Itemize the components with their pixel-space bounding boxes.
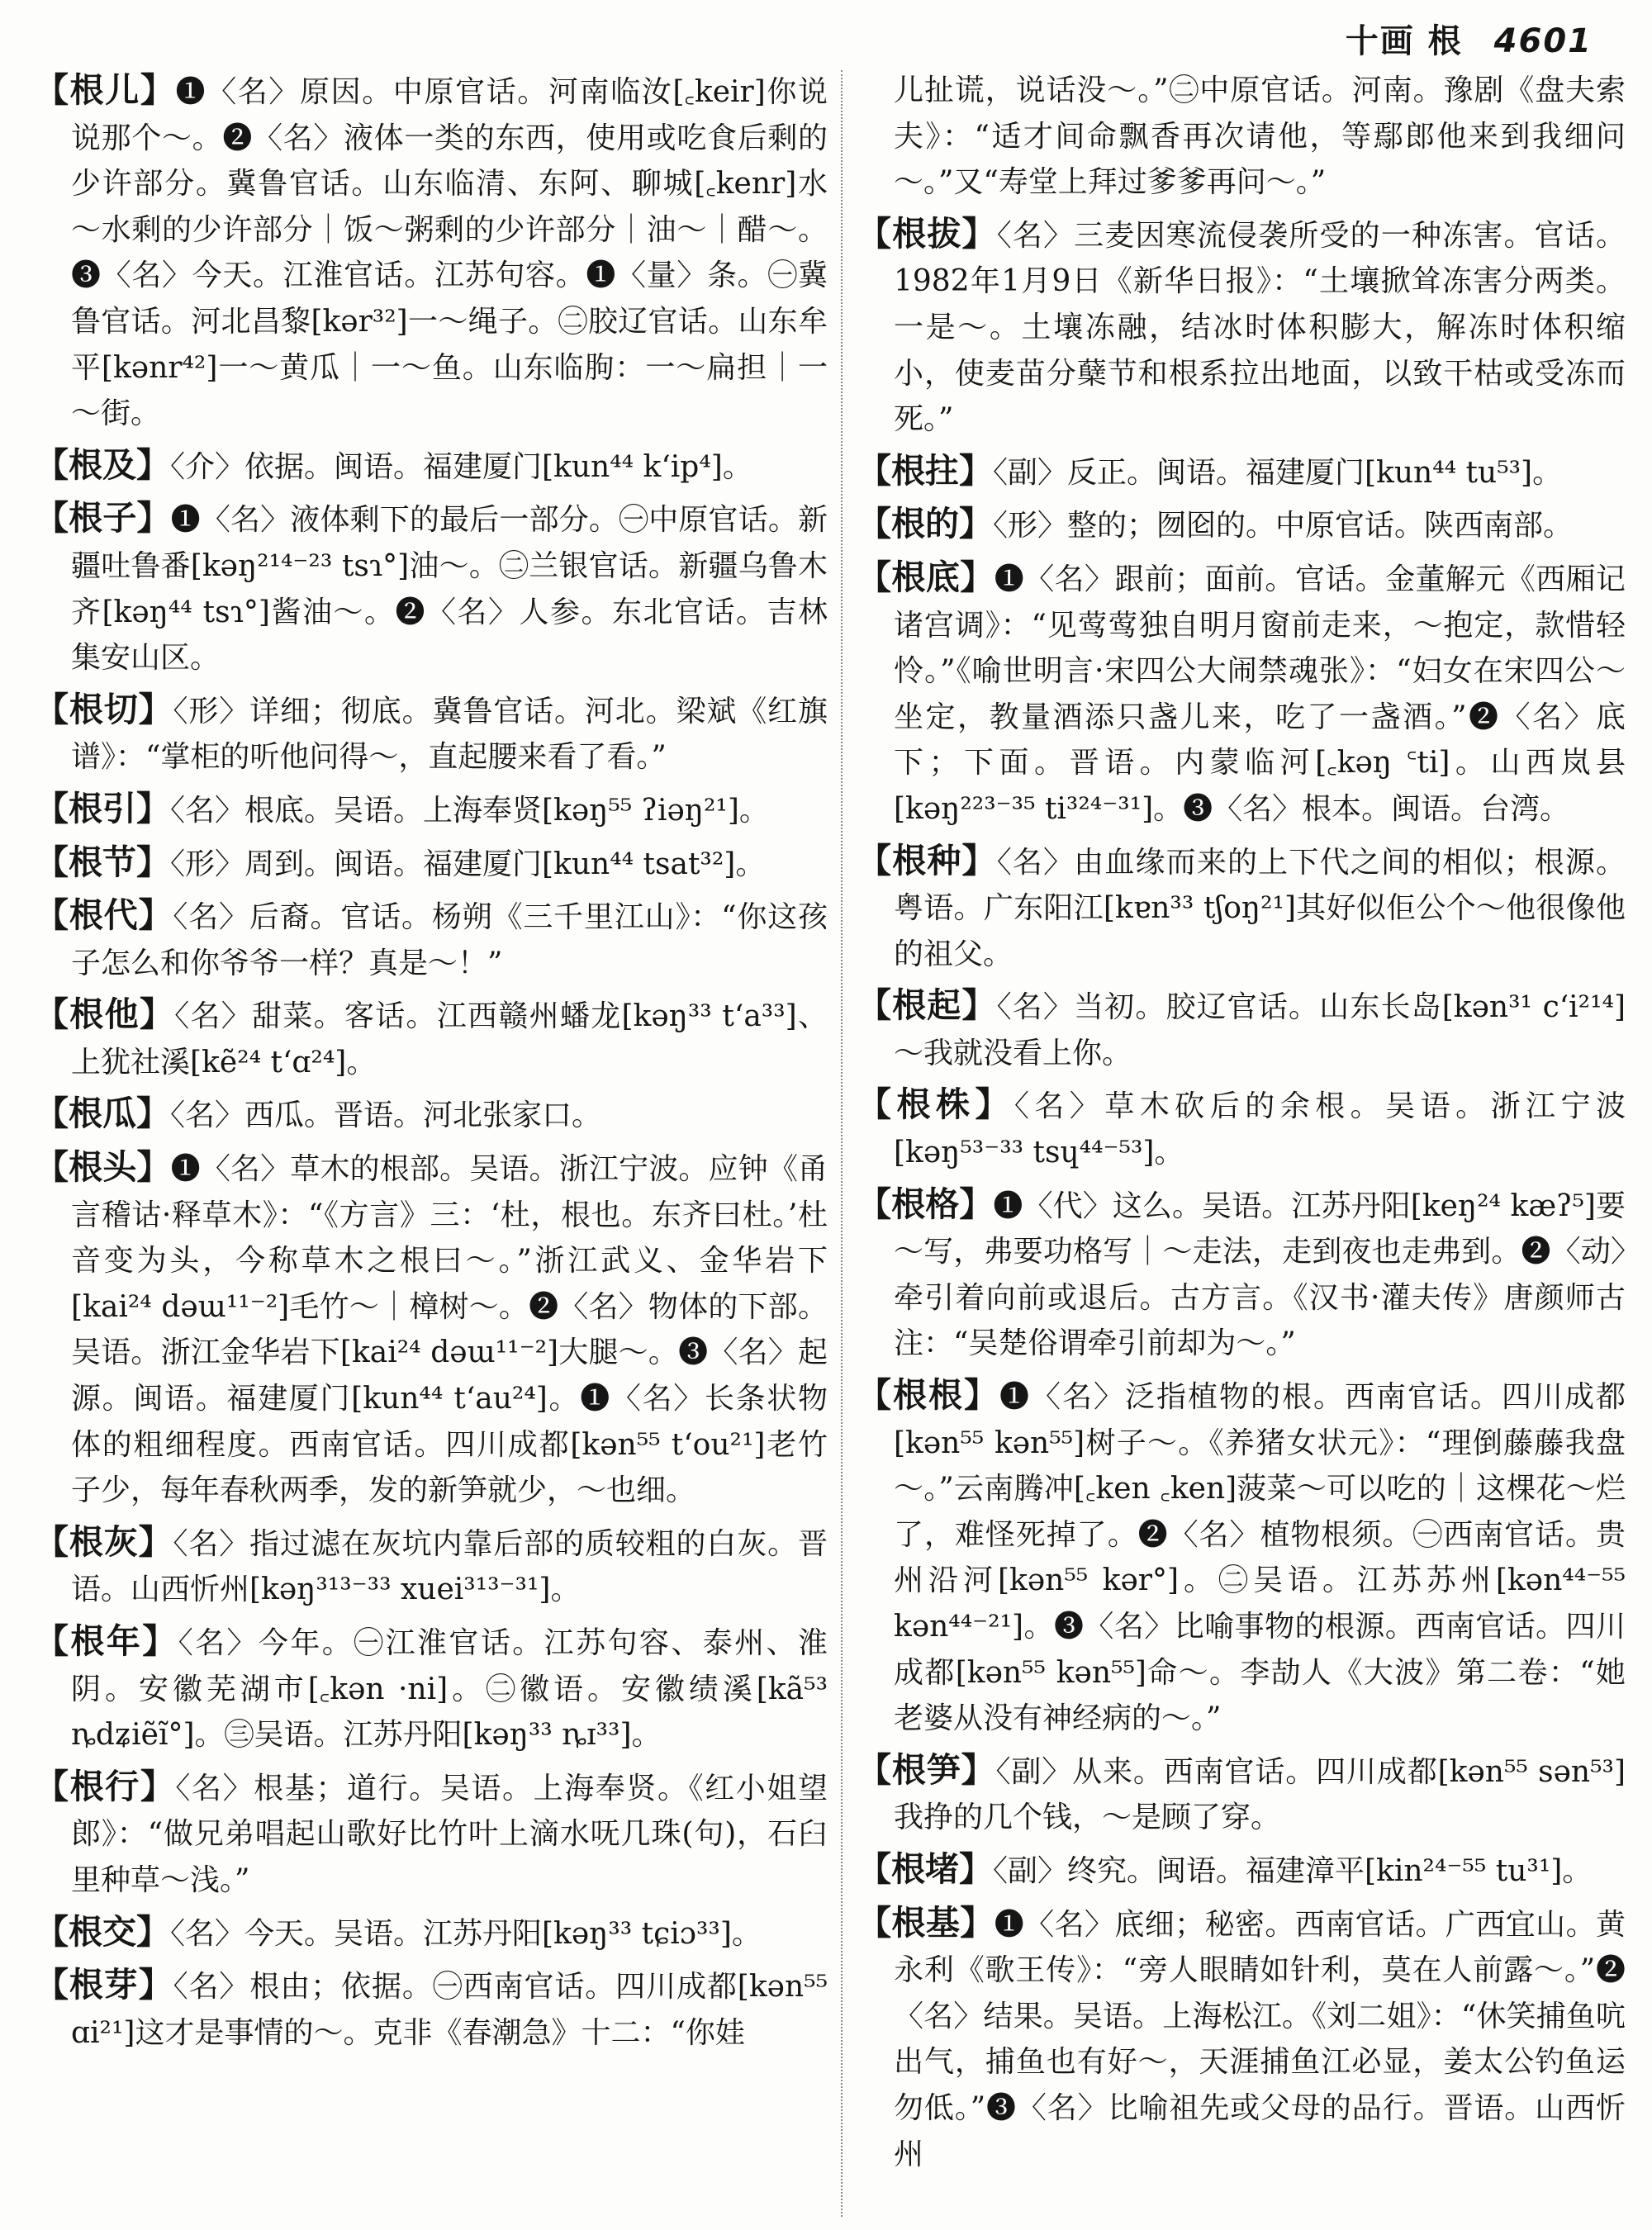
dictionary-entry [35,992,828,1085]
dictionary-entry [35,1619,828,1758]
dictionary-entry [35,1764,828,1904]
dictionary-entry [35,443,828,491]
definition: ❶〈名〉原因。中原官话。河南临汝[꜀keir]你说说那个～。❷〈名〉液体一类的东西，使用或吃食后剩的少许部分。冀鲁官话。山东临清、东阿、聊城[꜀kenr]水～水剩的少许部分｜饭～粥剩的少许部分｜油～｜醋～。❸〈名〉今天。江淮官话。江苏句容。❶〈量〉条。㊀冀鲁官话。河北昌黎[kər³²]一～绳子。㊁胶辽官话。山东牟平[kənr⁴²]一～黄瓜｜一～鱼。山东临朐：一～扁担｜一～街。 [71,75,828,431]
definition: 〈副〉终究。闽语。福建漳平[kin²⁴⁻⁵⁵ tu³¹]。 [993,1853,1593,1888]
definition: 〈名〉今天。吴语。江苏丹阳[kəŋ³³ tɕiɔ³³]。 [170,1916,762,1951]
definition: ❶〈代〉这么。吴语。江苏丹阳[keŋ²⁴ kæʔ⁵]要～写，弗要功格写｜～走法，走到夜也走弗到。❷〈动〉牵引着向前或退后。古方言。《汉书·灌夫传》唐颜师古注：“吴楚俗谓牵引前却为～。” [894,1189,1626,1361]
definition: 〈介〉依据。闽语。福建厦门[kun⁴⁴ kʻip⁴]。 [170,449,752,484]
right-column [857,68,1626,2218]
dictionary-entry [35,1910,828,1957]
definition: 〈名〉根底。吴语。上海奉贤[kəŋ⁵⁵ ʔiəŋ²¹]。 [170,793,769,828]
page-header [1346,15,1593,62]
definition: 〈名〉根由；依据。㊀西南官话。四川成都[kən⁵⁵ ɑi²¹]这才是事情的～。克非《春潮急》十二：“你娃 [71,1970,828,2050]
definition: 儿扯谎，说话没～。”㊁中原官话。河南。豫剧《盘夫索夫》：“适才间命飘香再次请他，等鄢郎他来到我细问～。”又“寿堂上拜过爹爹再问～。” [894,74,1626,200]
definition: 〈名〉根基；道行。吴语。上海奉贤。《红小姐望郎》：“做兄弟唱起山歌好比竹叶上滴水呒几珠(句)，石臼里种草～浅。” [71,1771,828,1897]
definition: ❶〈名〉液体剩下的最后一部分。㊀中原官话。新疆吐鲁番[kəŋ²¹⁴⁻²³ tsɿ°]油～。㊁兰银官话。新疆乌鲁木齐[kəŋ⁴⁴ tsɿ°]酱油～。❷〈名〉人参。东北官话。吉林集安山区。 [71,503,828,676]
headword: 【 根年 】 [35,1621,178,1661]
left-column [35,68,828,2218]
definition: 〈副〉从来。西南官话。四川成都[kən⁵⁵ sən⁵³]我挣的几个钱，～是顾了穿。 [894,1754,1626,1835]
section-title: 十画 根 [1345,21,1463,60]
dictionary-entry [35,496,828,681]
definition: 〈形〉整的；囫囵的。中原官话。陕西南部。 [993,509,1574,543]
headword: 【 根交 】 [35,1912,170,1952]
dictionary-entry [35,1962,828,2056]
definition: 〈名〉草木砍后的余根。吴语。浙江宁波[kəŋ⁵³⁻³³ tsɥ⁴⁴⁻⁵³]。 [894,1089,1626,1170]
dictionary-entry [857,983,1626,1076]
definition: 〈名〉三麦因寒流侵袭所受的一种冻害。官话。1982年1月9日《新华日报》：“土壤掀耸冻害分两类。一是～。土壤冻融，结冰时体积膨大，解冻时体积缩小，使麦苗分蘖节和根系拉出地面，以致干枯或受冻而死。” [894,218,1626,437]
headword: 【 根芽 】 [35,1965,173,2005]
dictionary-entry [857,1373,1626,1742]
headword: 【 根引 】 [35,789,170,828]
dictionary-entry [857,1847,1626,1895]
dictionary-entry [35,1520,828,1613]
definition: ❶〈名〉跟前；面前。官话。金董解元《西厢记诸宫调》：“见莺莺独自明月窗前走来，～抱定，款惜轻怜。”《喻世明言·宋四公大闹禁魂张》：“妇女在宋四公～坐定，教量酒添只盏儿来，吃了一盏酒。”❷〈名〉底下；下面。晋语。内蒙临河[꜀kəŋ ꜂ti]。山西岚县[kəŋ²²³⁻³⁵ ti³²⁴⁻³¹]。❸〈名〉根本。闽语。台湾。 [894,562,1626,826]
definition: 〈名〉后裔。官话。杨朔《三千里江山》：“你这孩子怎么和你爷爷一样？真是～！” [71,900,828,980]
dictionary-entry [857,1082,1626,1175]
dictionary-entry [35,840,828,888]
definition: 〈名〉今年。㊀江淮官话。江苏句容、泰州、淮阴。安徽芜湖市[꜀kən ·ni]。㊁徽语。安徽绩溪[kã⁵³ ȵdʑiẽĩ°]。㊂吴语。江苏丹阳[kəŋ³³ ȵɪ³³]。 [71,1626,828,1753]
headword: 【 根种 】 [857,841,997,880]
definition: ❶〈名〉底细；秘密。西南官话。广西宜山。黄永利《歌王传》：“旁人眼睛如针利，莫在人前露～。”❷〈名〉结果。吴语。上海松江。《刘二姐》：“休笑捕鱼吭出气，捕鱼也有好～，天涯捕鱼江必显，姜太公钓鱼运勿低。”❸〈名〉比喻祖先或父母的品行。晋语。山西忻州 [894,1907,1626,2171]
column-divider [841,70,843,2217]
dictionary-entry-continued [857,68,1626,206]
headword: 【 根头 】 [35,1147,171,1187]
headword: 【 根拄 】 [857,451,993,491]
headword: 【 根株 】 [857,1084,1014,1124]
headword: 【 根行 】 [35,1767,175,1806]
headword: 【 根起 】 [857,985,997,1025]
dictionary-entry [35,68,828,437]
dictionary-entry [857,501,1626,549]
headword: 【 根儿 】 [35,70,176,110]
headword: 【 根瓜 】 [35,1094,170,1133]
headword: 【 根笋 】 [857,1750,996,1790]
dictionary-entry [857,1182,1626,1367]
definition: ❶〈名〉泛指植物的根。西南官话。四川成都[kən⁵⁵ kən⁵⁵]树子～。《养猪女状元》：“理倒藤藤我盘～。”云南腾冲[꜀ken ꜀ken]菠菜～可以吃的｜这棵花～烂了，难怪死掉了。❷〈名〉植物根须。㊀西南官话。贵州沿河[kən⁵⁵ kər°]。㊁吴语。江苏苏州[kən⁴⁴⁻⁵⁵ kən⁴⁴⁻²¹]。❸〈名〉比喻事物的根源。西南官话。四川成都[kən⁵⁵ kən⁵⁵]命～。李劼人《大波》第二卷：“她老婆从没有神经病的～。” [894,1380,1626,1736]
dictionary-entry [35,1145,828,1514]
definition: 〈形〉周到。闽语。福建厦门[kun⁴⁴ tsat³²]。 [170,847,766,881]
headword: 【 根代 】 [35,895,173,935]
headword: 【 根的 】 [857,504,993,543]
definition: 〈名〉甜菜。客话。江西赣州蟠龙[kəŋ³³ tʻa³³]、上犹社溪[kẽ²⁴ tʻɑ²⁴]。 [71,999,828,1079]
dictionary-entry [857,1748,1626,1841]
headword: 【 根节 】 [35,842,170,882]
dictionary-entry [35,786,828,834]
dictionary-entry [857,211,1626,443]
definition: 〈副〉反正。闽语。福建厦门[kun⁴⁴ tu⁵³]。 [993,455,1563,490]
dictionary-entry [857,1900,1626,2178]
dictionary-entry [857,555,1626,833]
dictionary-entry [35,687,828,780]
headword: 【 根底 】 [857,558,995,597]
dictionary-entry [35,1091,828,1139]
definition: 〈名〉当初。胶辽官话。山东长岛[kən³¹ cʻi²¹⁴]～我就没看上你。 [894,990,1626,1070]
headword: 【 根格 】 [857,1184,993,1224]
page-number: 4601 [1493,22,1593,60]
headword: 【 根根 】 [857,1375,999,1415]
dictionary-entry [857,838,1626,978]
headword: 【 根灰 】 [35,1522,173,1562]
definition: 〈名〉由血缘而来的上下代之间的相似；根源。粤语。广东阳江[kɐn³³ tʃoŋ²¹]其好似佢公个～他很像他的祖父。 [894,845,1626,971]
definition: ❶〈名〉草木的根部。吴语。浙江宁波。应钟《甬言稽诂·释草木》：“《方言》三：‘杜，根也。东齐曰杜。’杜音变为头，今称草木之根曰～。”浙江武义、金华岩下[kai²⁴ dəɯ¹¹⁻²]毛竹～｜樟树～。❷〈名〉物体的下部。吴语。浙江金华岩下[kai²⁴ dəɯ¹¹⁻²]大腿～。❸〈名〉起源。闽语。福建厦门[kun⁴⁴ tʻau²⁴]。❶〈名〉长条状物体的粗细程度。西南官话。四川成都[kən⁵⁵ tʻou²¹]老竹子少，每年春秋两季，发的新笋就少，～也细。 [71,1152,828,1508]
headword: 【 根堵 】 [857,1849,993,1889]
headword: 【 根切 】 [35,690,173,729]
dictionary-entry [857,448,1626,496]
dictionary-entry [35,893,828,986]
headword: 【 根基 】 [857,1903,995,1943]
headword: 【 根子 】 [35,498,171,538]
headword: 【 根拔 】 [857,214,997,254]
headword: 【 根及 】 [35,445,170,485]
headword: 【 根他 】 [35,994,174,1034]
definition: 〈名〉指过滤在灰坑内靠后部的质较粗的白灰。晋语。山西忻州[kəŋ³¹³⁻³³ xuei³¹³⁻³¹]。 [71,1526,828,1607]
definition: 〈名〉西瓜。晋语。河北张家口。 [170,1098,602,1133]
definition: 〈形〉详细；彻底。冀鲁官话。河北。梁斌《红旗谱》：“掌柜的听他问得～，直起腰来看了看。” [71,694,828,775]
